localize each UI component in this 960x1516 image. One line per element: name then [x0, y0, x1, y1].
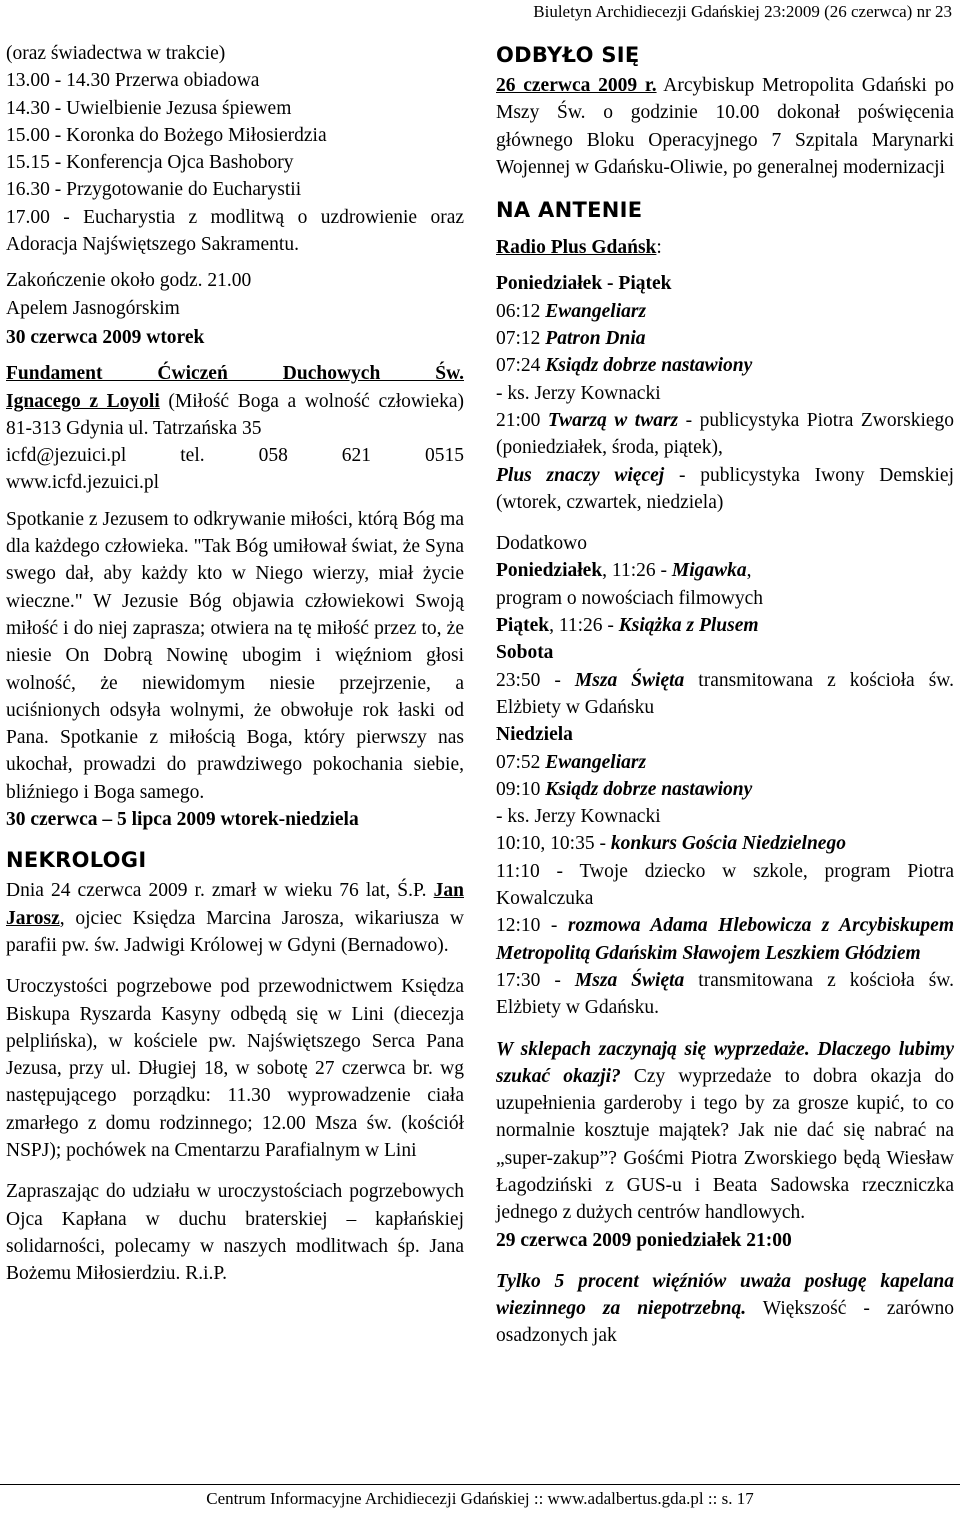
invitation-text: Zapraszając do udziału w uroczystościach pogrzebowych Ojca Kapłana w duchu braterskiej – kapłańskiej solidarności, polecamy w naszych modlitwach śp. Jana Bożemu Miłosierdziu. R.i.P. — [6, 1181, 464, 1285]
promo-body: Większość - zarówno osadzonych jak — [496, 1298, 954, 1347]
ending-text: Apelem Jasnogórskim — [6, 297, 180, 319]
obituary-name: Jan Jarosz — [6, 880, 464, 929]
event-description: Spotkanie z Jezusem to odkrywanie miłości, którą Bóg ma dla każdego człowieka. "Tak Bóg umiłował świat, że Syna swego dał, aby każdy kto w Niego wierzy, miał życie wieczne." W Jezusie Bóg objawia człowiekowi Swoją miłość i do niej zaprasza; otwiera na tę miłość przez to, że niesie On Dobrą Nowinę ubogim i więźniom głosi wolność, że niewidomym niesie przejrzenie, a uciśnionych odsyła wolnymi, że obwołuje rok łaski od Pana. Spotkanie z miłością Boga, który pierwszy nas ukochał, prowadzi do prawdziwego pokochania siebie, bliźniego i Boga samego. — [6, 508, 464, 803]
program-item: Plus znaczy więcej - publicystyka Iwony Demskiej (wtorek, czwartek, niedziela) — [496, 464, 954, 513]
promo-text — [496, 1036, 954, 1227]
program-item: 23:50 - Msza Święta transmitowana z kościoła św. Elżbiety w Gdańsku — [496, 669, 954, 718]
event-title: Fundament Ćwiczeń Duchowych Św. — [6, 363, 464, 385]
schedule-item: 15.15 - Konferencja Ojca Bashobory — [6, 152, 294, 174]
program-host: - ks. Jerzy Kownacki — [496, 806, 661, 828]
section-title-antenie: NA ANTENIE — [496, 198, 643, 223]
radio-name — [496, 234, 954, 261]
schedule-item: 17.00 - Eucharystia z modlitwą o uzdrowienie oraz Adoracja Najświętszego Sakramentu. — [6, 206, 464, 256]
radio-name-text: Radio Plus Gdańsk — [496, 237, 657, 259]
page-footer: Centrum Informacyjne Archidiecezji Gdańskiej :: www.adalbertus.gda.pl :: s. 17 — [206, 1489, 754, 1508]
day-heading: Sobota — [496, 642, 554, 664]
program-item: 12:10 - rozmowa Adama Hlebowicza z Arcybiskupem Metropolitą Gdańskim Sławojem Leszkiem Głódziem — [496, 915, 954, 964]
program-item: 09:10 Ksiądz dobrze nastawiony — [496, 778, 753, 800]
program-item: 07:52 Ewangeliarz — [496, 751, 647, 773]
promo-body: Czy wyprzedaże to dobra okazja do uzupełnienia garderoby i tego by za grosze kupić, to co normalnie kosztuje majątek? Jak nie dać się nabrać na „super-zakup”? Gośćmi Piotra Zworskiego będą Wiesław Łagodziński z GUS-u i Beata Sadowska rzeczniczka jednego z dużych centrów handlowych. — [496, 1065, 954, 1224]
promo-date: 29 czerwca 2009 poniedziałek 21:00 — [496, 1229, 792, 1251]
event-website: www.icfd.jezuici.pl — [6, 472, 160, 494]
promo-text — [496, 1268, 954, 1350]
ending-text: Zakończenie około godz. 21.00 — [6, 270, 252, 292]
obituary-details: , ojciec Księdza Marcina Jarosza, wikariusza w parafii pw. św. Jadwigi Królowej w Gdyni (Bernadowo). — [6, 907, 464, 956]
promo-title: W sklepach zaczynają się wyprzedaże. Dlaczego lubimy szukać okazji? — [496, 1038, 954, 1087]
schedule-item: 15.00 - Koronka do Bożego Miłosierdzia — [6, 124, 327, 146]
obituary-intro: Dnia 24 czerwca 2009 r. zmarł w wieku 76 lat, Ś.P. — [6, 880, 434, 902]
program-item: 17:30 - Msza Święta transmitowana z kościoła św. Elżbiety w Gdańsku. — [496, 969, 954, 1019]
obituary-text — [6, 877, 464, 959]
program-item: 10:10, 10:35 - konkurs Gościa Niedzielnego — [496, 833, 846, 855]
schedule-item: (oraz świadectwa w trakcie) — [6, 43, 226, 64]
event-address-text: (Miłość Boga a wolność człowieka) 81-313 Gdynia ul. Tatrzańska 35 — [6, 390, 464, 439]
event-date: 30 czerwca 2009 wtorek — [6, 326, 205, 348]
schedule-item: 14.30 - Uwielbienie Jezusa śpiewem — [6, 97, 292, 119]
funeral-text: Uroczystości pogrzebowe pod przewodnictwem Księdza Biskupa Ryszarda Kasyny odbędą się w Lini (diecezja pelplińska), w kościele pw. Najświętszego Serca Pana Jezusa, przy ul. Długiej 18, w sobotę 27 czerwca br. wg następującego porządku: 11.30 wyprowadzenie ciała zmarłego z domu rodzinnego; 12.00 Msza św. (kościół NSPJ); pochówek na Cmentarzu Parafialnym w Lini — [6, 976, 464, 1161]
news-text: Arcybiskup Metropolita Gdański po Mszy Św. o godzinie 10.00 dokonał poświęcenia głównego Bloku Operacyjnego 7 Szpitala Marynarki Wojennej w Gdańsku-Oliwie, po generalnej modernizacji — [496, 75, 955, 178]
news-date: 26 czerwca 2009 r. — [496, 75, 657, 96]
schedule-item: 13.00 - 14.30 Przerwa obiadowa — [6, 70, 260, 92]
left-column — [6, 40, 464, 1287]
program-desc: program o nowościach filmowych — [496, 587, 763, 609]
program-host: - ks. Jerzy Kownacki — [496, 382, 661, 404]
section-title-nekrologi: NEKROLOGI — [6, 848, 147, 873]
event-address — [6, 388, 464, 443]
page-header: Biuletyn Archidiecezji Gdańskiej 23:2009 (26 czerwca) nr 23 — [533, 2, 952, 21]
footer-rule — [0, 1484, 960, 1485]
program-item: 06:12 Ewangeliarz — [496, 300, 647, 322]
weekdays-heading: Poniedziałek - Piątek — [496, 273, 672, 295]
program-item: 07:24 Ksiądz dobrze nastawiony — [496, 355, 753, 377]
event-contact: icfd@jezuici.pl tel. 058 621 0515 — [6, 445, 464, 467]
extra-heading: Dodatkowo — [496, 533, 587, 555]
schedule-item: 16.30 - Przygotowanie do Eucharystii — [6, 179, 302, 201]
program-item: 07:12 Patron Dnia — [496, 328, 646, 350]
program-item: Piątek, 11:26 - Książka z Plusem — [496, 615, 759, 637]
program-item: Poniedziałek, 11:26 - Migawka, — [496, 560, 752, 582]
program-item: 21:00 Twarzą w twarz - publicystyka Piotra Zworskiego (poniedziałek, środa, piątek), — [496, 409, 955, 459]
day-heading: Niedziela — [496, 724, 573, 746]
right-column — [496, 40, 954, 1350]
radio-colon: : — [656, 237, 662, 259]
event-date: 30 czerwca – 5 lipca 2009 wtorek-niedziela — [6, 809, 359, 831]
program-item: 11:10 - Twoje dziecko w szkole, program Piotra Kowalczuka — [496, 860, 954, 910]
section-title-odbylo: ODBYŁO SIĘ — [496, 43, 640, 67]
news-item — [496, 72, 954, 181]
event-title-cont: Ignacego z Loyoli — [6, 390, 160, 412]
promo-title: Tylko 5 procent więźniów uważa posługę kapelana wiezinnego za niepotrzebną. — [496, 1270, 954, 1320]
